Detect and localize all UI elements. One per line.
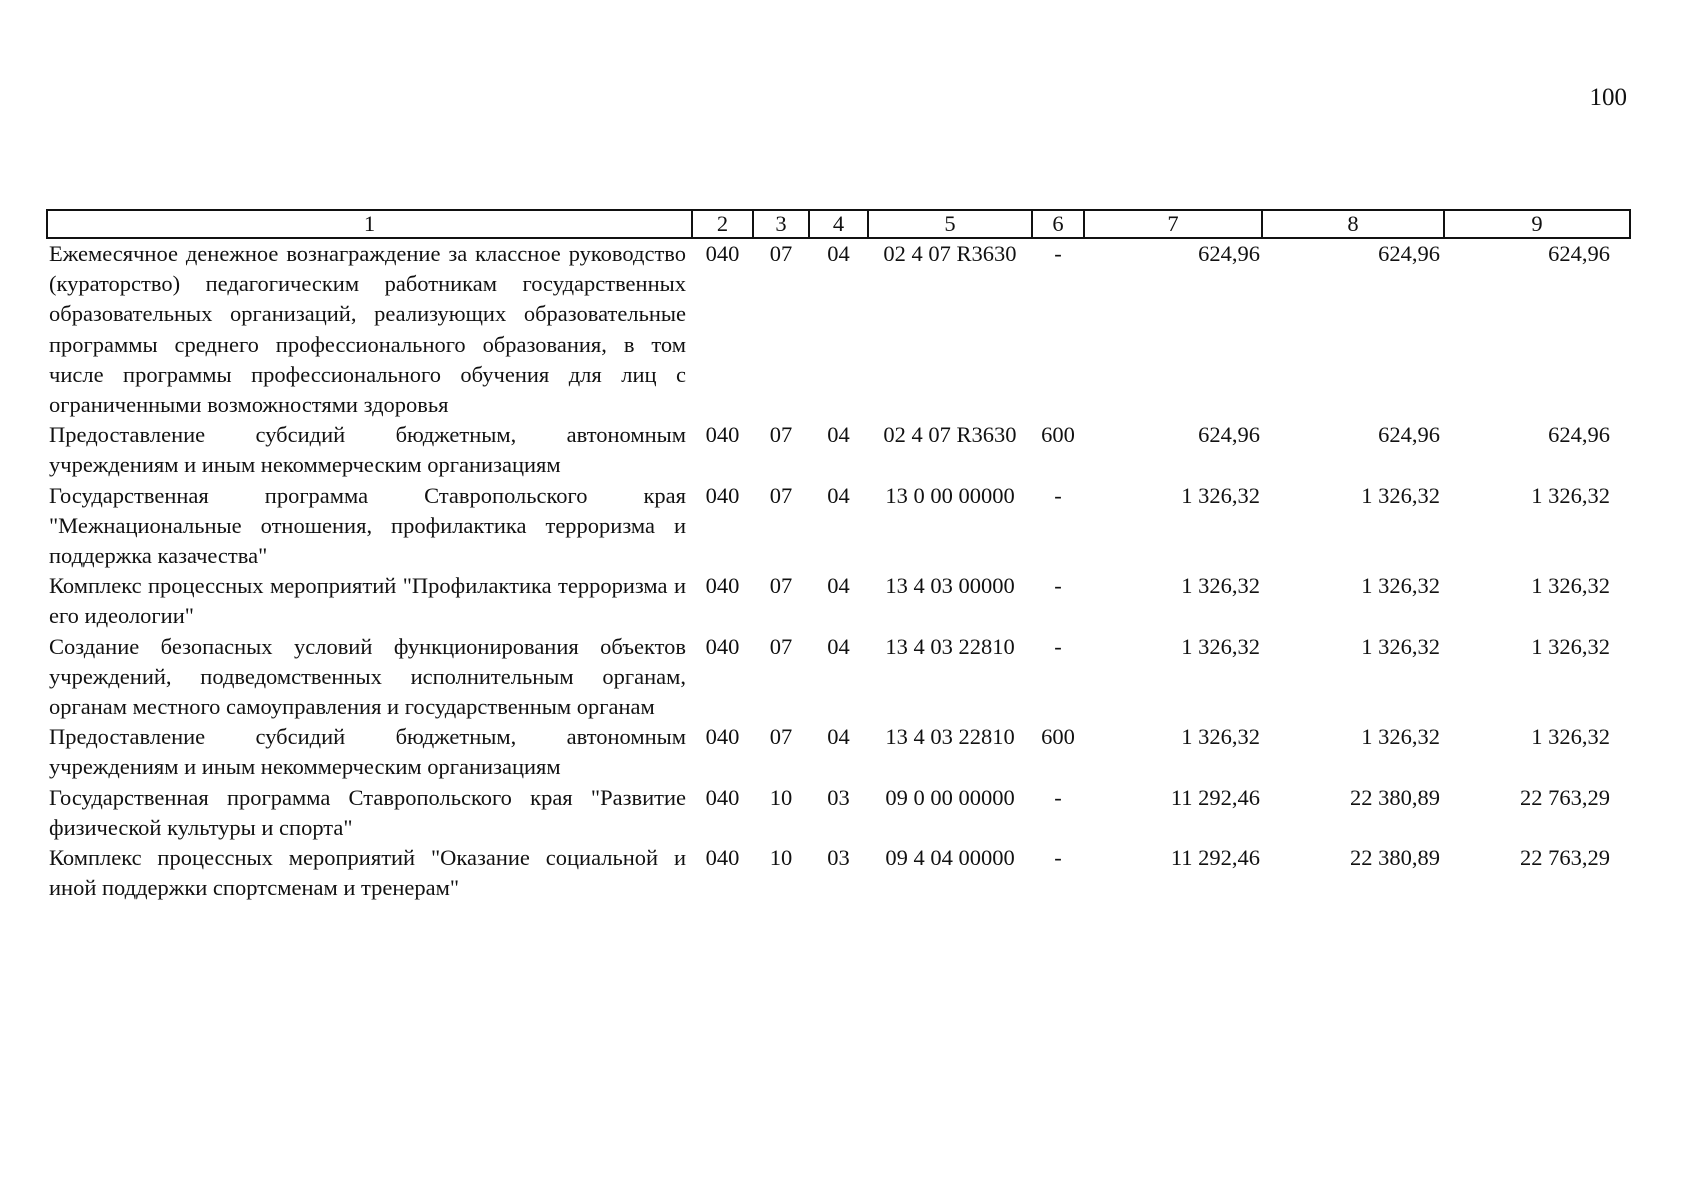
row-ministry-code: 040 bbox=[705, 482, 740, 508]
row-name: Предоставление субсидий бюджетным, автономным учреждениям и иным некоммерческим организациям bbox=[49, 422, 686, 478]
row-amount-col8: 624,96 bbox=[1378, 422, 1440, 448]
row-amount-col8: 1 326,32 bbox=[1361, 573, 1440, 599]
table-row bbox=[47, 481, 1630, 572]
table-row bbox=[47, 843, 1630, 903]
row-name: Ежемесячное денежное вознаграждение за классное руководство (кураторство) педагогическим работникам государственных образовательных организаций, реализующих образовательные программы среднего профессионального образования, в том числе программы профессионального обучения для лиц с ограниченными возможностями здоровья bbox=[49, 241, 686, 418]
row-amount-col8: 1 326,32 bbox=[1361, 482, 1440, 508]
row-target-code: 13 4 03 22810 bbox=[885, 633, 1015, 659]
row-target-code: 13 4 03 00000 bbox=[885, 573, 1015, 599]
column-header-1: 1 bbox=[47, 210, 692, 238]
column-header-2: 2 bbox=[692, 210, 753, 238]
row-amount-col7: 1 326,32 bbox=[1181, 633, 1260, 659]
row-section-code: 10 bbox=[769, 845, 793, 871]
row-target-code: 02 4 07 R3630 bbox=[883, 241, 1017, 266]
row-ministry-code: 040 bbox=[705, 633, 740, 659]
row-type-code: - bbox=[1054, 784, 1062, 810]
row-section-code: 07 bbox=[769, 724, 793, 750]
row-ministry-code: 040 bbox=[705, 573, 740, 599]
row-amount-col9: 1 326,32 bbox=[1531, 724, 1610, 750]
row-subsection-code: 04 bbox=[827, 241, 850, 266]
header-row bbox=[47, 210, 1630, 238]
row-ministry-code: 040 bbox=[705, 724, 740, 750]
row-target-code: 09 0 00 00000 bbox=[885, 784, 1015, 810]
row-section-code: 10 bbox=[769, 784, 793, 810]
row-target-code: 09 4 04 00000 bbox=[885, 845, 1015, 871]
row-amount-col9: 22 763,29 bbox=[1520, 784, 1610, 810]
row-subsection-code: 04 bbox=[827, 573, 850, 599]
row-ministry-code: 040 bbox=[705, 845, 740, 871]
row-name: Предоставление субсидий бюджетным, автономным учреждениям и иным некоммерческим организациям bbox=[49, 724, 686, 780]
row-subsection-code: 04 bbox=[827, 482, 850, 508]
column-header-5: 5 bbox=[868, 210, 1032, 238]
column-header-4: 4 bbox=[809, 210, 868, 238]
row-amount-col8: 1 326,32 bbox=[1361, 724, 1440, 750]
row-section-code: 07 bbox=[769, 573, 793, 599]
row-amount-col8: 22 380,89 bbox=[1350, 784, 1440, 810]
row-amount-col7: 624,96 bbox=[1198, 241, 1260, 266]
column-header-3: 3 bbox=[753, 210, 809, 238]
row-name: Государственная программа Ставропольского края "Межнациональные отношения, профилактика терроризма и поддержка казачества" bbox=[49, 482, 686, 569]
row-type-code: - bbox=[1054, 241, 1062, 266]
row-subsection-code: 03 bbox=[827, 845, 850, 871]
row-type-code: - bbox=[1054, 573, 1062, 599]
column-header-9: 9 bbox=[1444, 210, 1630, 238]
table-row bbox=[47, 238, 1630, 420]
row-amount-col9: 1 326,32 bbox=[1531, 633, 1610, 659]
row-section-code: 07 bbox=[769, 422, 793, 448]
row-type-code: 600 bbox=[1041, 422, 1075, 448]
row-type-code: - bbox=[1054, 633, 1062, 659]
page-number: 100 bbox=[1589, 84, 1627, 111]
row-amount-col7: 11 292,46 bbox=[1170, 845, 1260, 871]
table-row bbox=[47, 783, 1630, 843]
row-target-code: 13 4 03 22810 bbox=[885, 724, 1015, 750]
row-amount-col8: 22 380,89 bbox=[1350, 845, 1440, 871]
row-amount-col7: 11 292,46 bbox=[1170, 784, 1260, 810]
table-row bbox=[47, 571, 1630, 631]
row-ministry-code: 040 bbox=[705, 422, 740, 448]
row-amount-col7: 1 326,32 bbox=[1181, 482, 1260, 508]
row-name: Государственная программа Ставропольского края "Развитие физической культуры и спорта" bbox=[49, 784, 686, 840]
column-header-6: 6 bbox=[1032, 210, 1084, 238]
row-subsection-code: 04 bbox=[827, 724, 850, 750]
table-row bbox=[47, 722, 1630, 782]
table-header bbox=[47, 210, 1630, 238]
row-subsection-code: 04 bbox=[827, 422, 850, 448]
row-amount-col9: 624,96 bbox=[1548, 422, 1610, 448]
row-type-code: 600 bbox=[1041, 724, 1075, 750]
row-type-code: - bbox=[1054, 482, 1062, 508]
row-name: Создание безопасных условий функционирования объектов учреждений, подведомственных исполнительным органам, органам местного самоуправления и государственным органам bbox=[49, 633, 686, 720]
row-section-code: 07 bbox=[769, 241, 793, 266]
row-name: Комплекс процессных мероприятий "Оказание социальной и иной поддержки спортсменам и тренерам" bbox=[49, 845, 686, 901]
row-type-code: - bbox=[1054, 845, 1062, 871]
row-ministry-code: 040 bbox=[705, 241, 740, 266]
column-header-7: 7 bbox=[1084, 210, 1262, 238]
table-row bbox=[47, 420, 1630, 480]
row-amount-col9: 1 326,32 bbox=[1531, 573, 1610, 599]
row-amount-col7: 624,96 bbox=[1198, 422, 1260, 448]
row-ministry-code: 040 bbox=[705, 784, 740, 810]
row-target-code: 02 4 07 R3630 bbox=[883, 422, 1017, 448]
row-section-code: 07 bbox=[769, 482, 793, 508]
row-target-code: 13 0 00 00000 bbox=[885, 482, 1015, 508]
table-body bbox=[47, 238, 1630, 903]
row-amount-col7: 1 326,32 bbox=[1181, 724, 1260, 750]
row-amount-col8: 1 326,32 bbox=[1361, 633, 1440, 659]
budget-table bbox=[46, 209, 1631, 903]
row-amount-col9: 624,96 bbox=[1548, 241, 1610, 266]
row-amount-col8: 624,96 bbox=[1378, 241, 1440, 266]
row-amount-col9: 22 763,29 bbox=[1520, 845, 1610, 871]
row-subsection-code: 03 bbox=[827, 784, 850, 810]
row-section-code: 07 bbox=[769, 633, 793, 659]
row-subsection-code: 04 bbox=[827, 633, 850, 659]
row-amount-col7: 1 326,32 bbox=[1181, 573, 1260, 599]
row-amount-col9: 1 326,32 bbox=[1531, 482, 1610, 508]
table-row bbox=[47, 632, 1630, 723]
column-header-8: 8 bbox=[1262, 210, 1444, 238]
row-name: Комплекс процессных мероприятий "Профилактика терроризма и его идеологии" bbox=[49, 573, 686, 629]
